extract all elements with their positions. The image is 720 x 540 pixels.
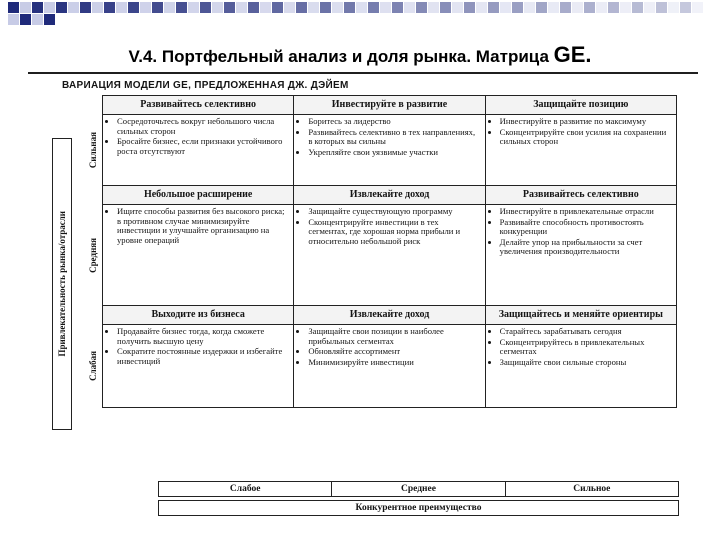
decor-square — [44, 2, 55, 13]
decor-square — [332, 2, 343, 13]
decor-square — [656, 2, 667, 13]
figure-caption: ВАРИАЦИЯ МОДЕЛИ GE, ПРЕДЛОЖЕННАЯ ДЖ. ДЭЙЕМ — [62, 80, 349, 91]
decor-square — [512, 2, 523, 13]
recommendation-item: • Сконцентрируйте свои усилия на сохранении сильных сторон — [500, 128, 670, 147]
strategy-header: Инвестируйте в развитие — [294, 96, 485, 114]
strategy-header: Выходите из бизнеса — [103, 306, 294, 324]
decor-square — [200, 2, 211, 13]
matrix-cell — [103, 325, 294, 407]
row-label — [86, 115, 100, 185]
page-title — [0, 42, 720, 68]
decor-square — [44, 14, 55, 25]
recommendation-item: • Боритесь за лидерство — [308, 117, 478, 127]
recommendation-item: • Делайте упор на прибыльности за счет увеличения производительности — [500, 238, 670, 257]
row-label — [86, 325, 100, 407]
decor-square — [344, 2, 355, 13]
decor-square — [152, 2, 163, 13]
ge-matrix — [88, 95, 677, 408]
decor-square — [560, 2, 571, 13]
decor-square — [284, 2, 295, 13]
recommendation-item: • Продавайте бизнес тогда, когда сможете получить высшую цену — [117, 327, 287, 346]
decor-square — [440, 2, 451, 13]
recommendation-item: • Обновляйте ассортимент — [308, 347, 478, 357]
decor-square — [548, 2, 559, 13]
decor-square — [500, 2, 511, 13]
strategy-header: Небольшое расширение — [103, 186, 294, 204]
decor-square — [356, 2, 367, 13]
decor-square — [536, 2, 547, 13]
matrix-cell — [486, 115, 676, 185]
matrix-cell — [103, 205, 294, 305]
decor-square — [680, 2, 691, 13]
decor-square — [140, 2, 151, 13]
decor-square — [260, 2, 271, 13]
strategy-header: Защищайте позицию — [533, 99, 629, 110]
decor-square — [476, 2, 487, 13]
decor-square — [584, 2, 595, 13]
decor-square — [104, 2, 115, 13]
recommendation-item: • Развивайте способность противостоять конкуренции — [500, 218, 670, 237]
decor-square — [236, 2, 247, 13]
recommendation-item: • Ищите способы развития без высокого риска; в противном случае минимизируйте инвестиции и улучшайте организацию на уровне операций — [117, 207, 287, 245]
recommendation-item: • Сосредоточьтесь вокруг небольшого числа сильных сторон — [117, 117, 287, 136]
decor-square — [164, 2, 175, 13]
matrix-header-row — [102, 305, 677, 324]
matrix-body-row — [88, 114, 677, 185]
decor-square — [8, 2, 19, 13]
decor-square — [32, 2, 43, 13]
recommendation-item: • Сократите постоянные издержки и избегайте инвестиций — [117, 347, 287, 366]
decor-square — [176, 2, 187, 13]
decor-square — [20, 2, 31, 13]
decor-square — [644, 2, 655, 13]
matrix-cell — [294, 205, 485, 305]
decor-square — [296, 2, 307, 13]
row-label-text: Средняя — [88, 237, 98, 273]
recommendation-item: • Старайтесь зарабатывать сегодня — [500, 327, 670, 337]
decor-square — [116, 2, 127, 13]
decor-square — [224, 2, 235, 13]
x-axis-levels — [158, 481, 679, 497]
y-axis-label — [52, 138, 72, 430]
x-level: Слабое — [159, 482, 332, 496]
matrix-cell — [294, 325, 485, 407]
recommendation-item: • Защищайте существующую программу — [308, 207, 478, 217]
recommendation-item: • Инвестируйте в привлекательные отрасли — [500, 207, 670, 217]
recommendation-item: • Защищайте свои сильные стороны — [500, 358, 670, 368]
x-axis-label: Конкурентное преимущество — [158, 500, 679, 516]
recommendation-item: • Укрепляйте свои уязвимые участки — [308, 148, 478, 158]
recommendation-item: • Защищайте свои позиции в наиболее прибыльных сегментах — [308, 327, 478, 346]
matrix-cell — [294, 115, 485, 185]
decor-square — [308, 2, 319, 13]
decor-square — [668, 2, 679, 13]
recommendation-item: • Бросайте бизнес, если признаки устойчивого роста отсутствуют — [117, 137, 287, 156]
matrix-header-row — [102, 185, 677, 204]
page-title-text: V.4. Портфельный анализ и доля рынка. Матрица — [128, 47, 549, 66]
decor-square — [56, 2, 67, 13]
decor-square — [596, 2, 607, 13]
x-level: Сильное — [573, 484, 611, 494]
matrix-body-row — [88, 204, 677, 305]
strategy-header: Развивайтесь селективно — [522, 189, 639, 200]
decor-square — [212, 2, 223, 13]
decor-square — [404, 2, 415, 13]
matrix-cell — [486, 325, 676, 407]
decor-square — [464, 2, 475, 13]
scanned-figure — [48, 78, 684, 520]
matrix-body-row — [88, 324, 677, 408]
strategy-header: Защищайтесь и меняйте ориентиры — [498, 309, 663, 320]
recommendation-item: • Сконцентрируйтесь в привлекательных сегментах — [500, 338, 670, 357]
decor-square — [392, 2, 403, 13]
strategy-header: Извлекайте доход — [294, 186, 485, 204]
decor-square — [8, 14, 19, 25]
recommendation-item: • Инвестируйте в развитие по максимуму — [500, 117, 670, 127]
decor-square — [620, 2, 631, 13]
row-label-text: Сильная — [88, 131, 98, 169]
decor-square — [632, 2, 643, 13]
x-level: Среднее — [332, 482, 505, 496]
decor-square — [488, 2, 499, 13]
decor-square — [380, 2, 391, 13]
decor-square — [608, 2, 619, 13]
strategy-header: Развивайтесь селективно — [103, 96, 294, 114]
strategy-header: Извлекайте доход — [294, 306, 485, 324]
decor-square — [68, 2, 79, 13]
decor-square — [524, 2, 535, 13]
decor-square — [32, 14, 43, 25]
recommendation-item: • Развивайтесь селективно в тех направлениях, в которых вы сильны — [308, 128, 478, 147]
decor-square — [128, 2, 139, 13]
row-label-text: Слабая — [88, 351, 98, 381]
row-label — [86, 205, 100, 305]
page-title-tail: GE. — [553, 42, 592, 67]
decor-square — [248, 2, 259, 13]
decor-square — [320, 2, 331, 13]
decor-square — [92, 2, 103, 13]
decor-square — [692, 2, 703, 13]
decor-square — [368, 2, 379, 13]
recommendation-item: • Сконцентрируйте инвестиции в тех сегментах, где хорошая норма прибыли и относительно небольшой риск — [308, 218, 478, 247]
title-underline — [28, 72, 698, 74]
decor-square — [20, 14, 31, 25]
y-axis-label-text: Привлекательность рынка/отрасли — [57, 211, 67, 357]
decor-square — [80, 2, 91, 13]
decor-square — [428, 2, 439, 13]
decor-square — [416, 2, 427, 13]
decor-square — [188, 2, 199, 13]
decor-square — [452, 2, 463, 13]
decor-square — [572, 2, 583, 13]
header-decoration — [0, 0, 720, 30]
matrix-cell — [486, 205, 676, 305]
recommendation-item: • Минимизируйте инвестиции — [308, 358, 478, 368]
matrix-header-row — [102, 95, 677, 114]
decor-square — [272, 2, 283, 13]
matrix-cell — [103, 115, 294, 185]
